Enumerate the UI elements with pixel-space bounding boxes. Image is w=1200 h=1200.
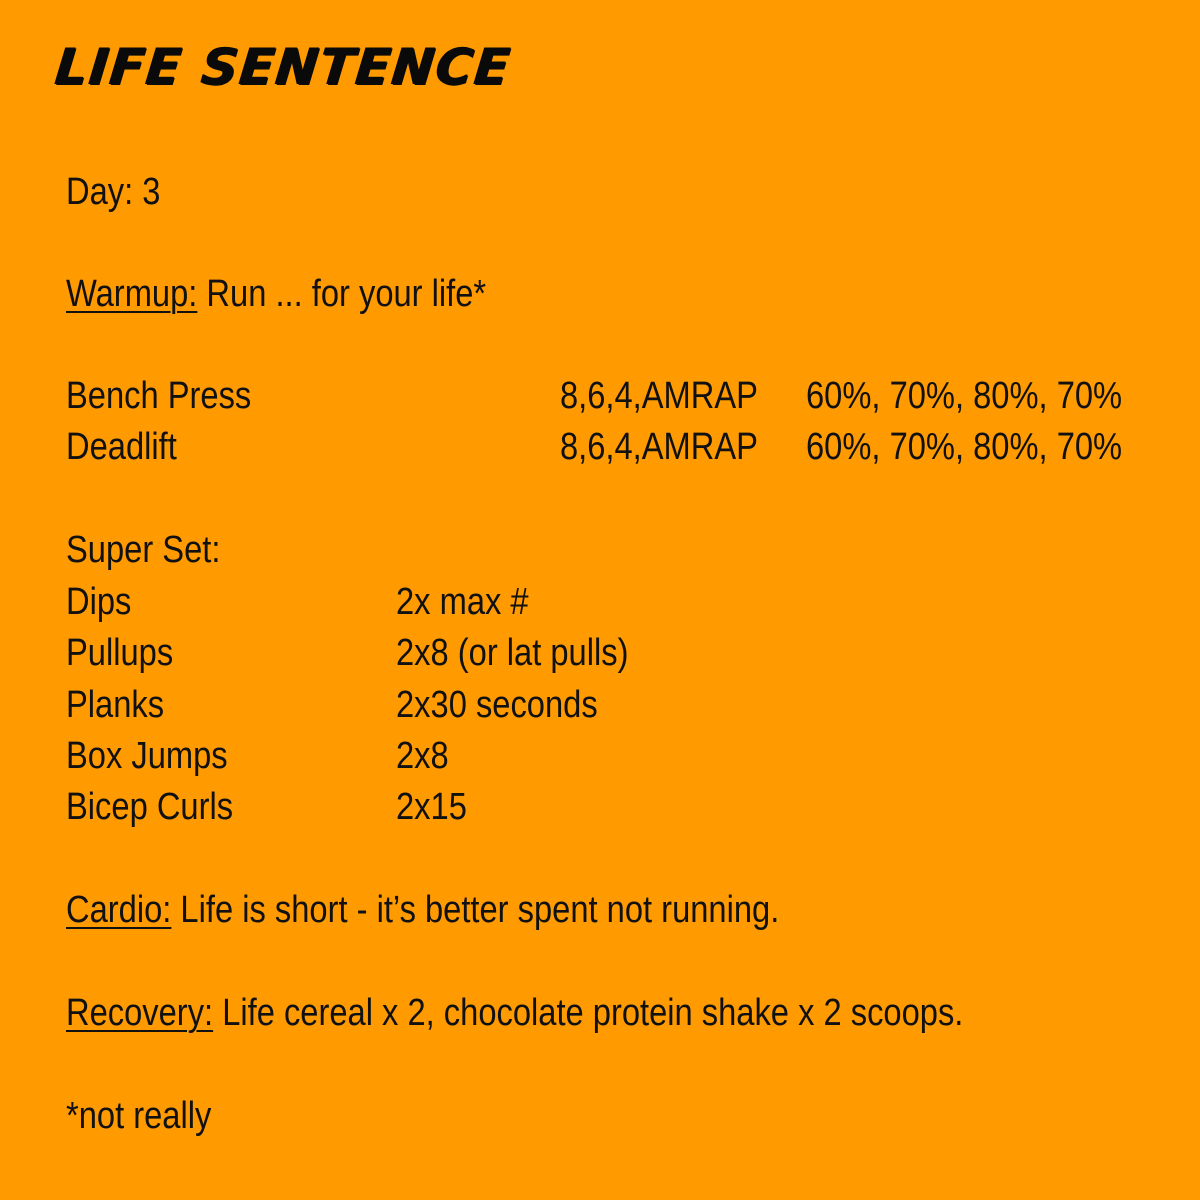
cardio-text: Life is short - it’s better spent not running. <box>171 889 780 931</box>
superset-sets: 2x15 <box>396 786 467 828</box>
superset-exercise: Pullups <box>66 632 174 674</box>
lift-intensity: 60%, 70%, 80%, 70% <box>806 375 1123 417</box>
superset-sets: 2x8 (or lat pulls) <box>396 632 629 674</box>
lift-name: Bench Press <box>66 375 252 417</box>
cardio-label: Cardio: <box>66 889 172 931</box>
warmup-text: Run ... for your life* <box>197 273 487 315</box>
page-title: LIFE SENTENCE <box>52 38 515 96</box>
cardio-line <box>66 888 779 932</box>
superset-exercise: Dips <box>66 581 132 623</box>
lift-reps: 8,6,4,AMRAP <box>560 426 758 468</box>
superset-exercise: Bicep Curls <box>66 786 234 828</box>
superset-sets: 2x max # <box>396 581 529 623</box>
superset-sets: 2x8 <box>396 735 449 777</box>
lift-name: Deadlift <box>66 426 177 468</box>
recovery-text: Life cereal x 2, chocolate protein shake x 2 scoops. <box>213 992 964 1034</box>
superset-exercise: Box Jumps <box>66 735 228 777</box>
superset-exercise: Planks <box>66 684 165 726</box>
recovery-label: Recovery: <box>66 992 214 1034</box>
warmup-label: Warmup: <box>66 273 198 315</box>
day-label: Day: 3 <box>66 171 161 213</box>
lift-intensity: 60%, 70%, 80%, 70% <box>806 426 1123 468</box>
footnote: *not really <box>66 1095 212 1137</box>
warmup-line <box>66 272 486 316</box>
recovery-line <box>66 991 963 1035</box>
lift-reps: 8,6,4,AMRAP <box>560 375 758 417</box>
superset-sets: 2x30 seconds <box>396 684 598 726</box>
superset-heading: Super Set: <box>66 529 221 571</box>
